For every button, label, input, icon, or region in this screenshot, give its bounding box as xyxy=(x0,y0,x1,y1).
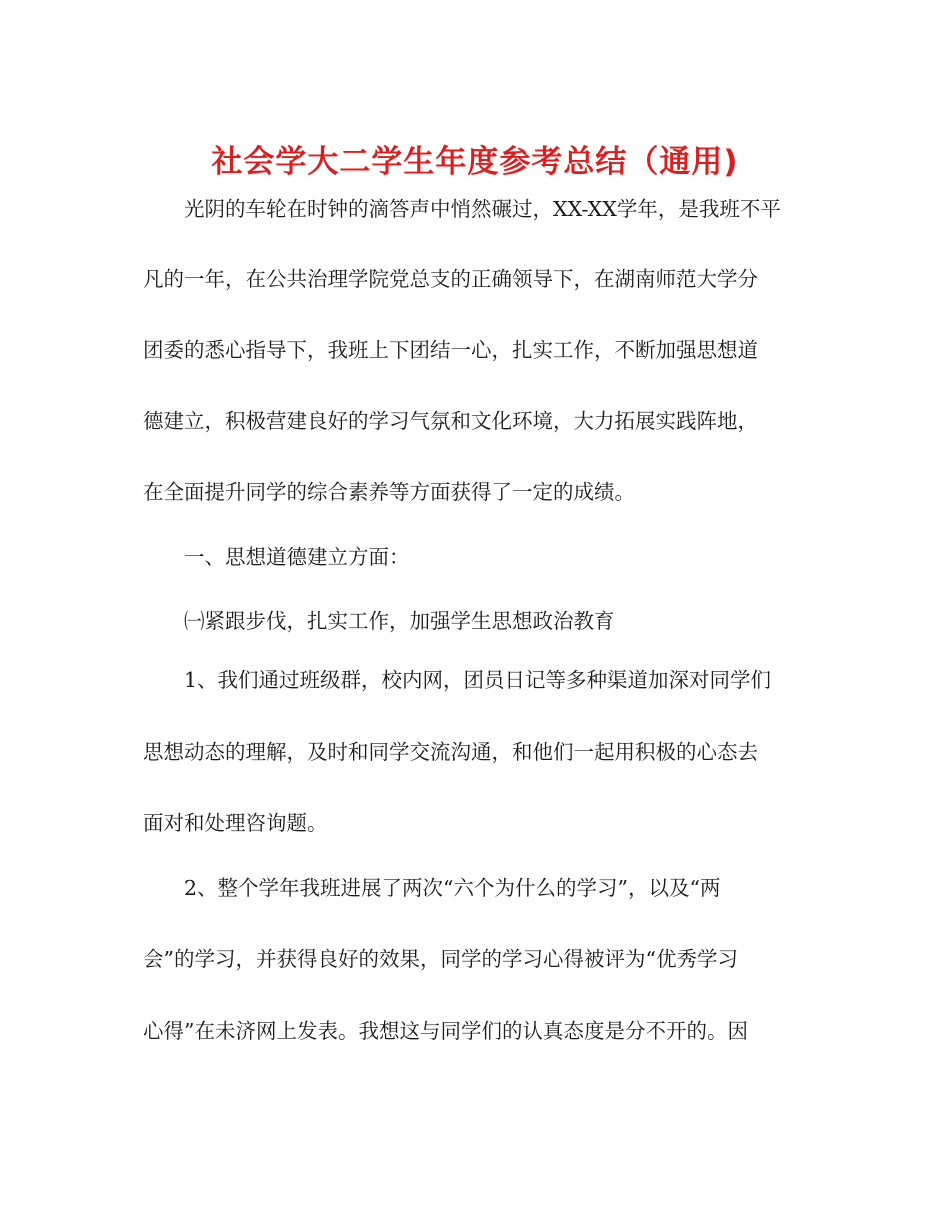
paragraph-line: 面对和处理咨询题。 xyxy=(143,811,328,835)
paragraph-line: 思想动态的理解，及时和同学交流沟通，和他们一起用积极的心态去 xyxy=(143,740,758,764)
paragraph-line: 2、整个学年我班进展了两次“六个为什么的学习”，以及“两 xyxy=(184,876,721,900)
document-title: 社会学大二学生年度参考总结（通用) xyxy=(211,144,739,180)
paragraph-line: 会”的学习，并获得良好的效果，同学的学习心得被评为“优秀学习 xyxy=(143,947,738,971)
paragraph-line: 凡的一年，在公共治理学院党总支的正确领导下，在湖南师范大学分 xyxy=(143,267,758,291)
paragraph-line: 心得”在未济网上发表。我想这与同学们的认真态度是分不开的。因 xyxy=(143,1019,748,1043)
paragraph-line: 在全面提升同学的综合素养等方面获得了一定的成绩。 xyxy=(143,480,635,504)
subsection-heading: ㈠紧跟步伐，扎实工作，加强学生思想政治教育 xyxy=(184,609,615,633)
paragraph-line: 德建立，积极营建良好的学习气氛和文化环境，大力拓展实践阵地， xyxy=(143,409,758,433)
paragraph-line: 光阴的车轮在时钟的滴答声中悄然碾过，XX-XX学年，是我班不平 xyxy=(184,197,781,221)
paragraph-line: 团委的悉心指导下，我班上下团结一心，扎实工作，不断加强思想道 xyxy=(143,338,758,362)
section-heading: 一、思想道德建立方面： xyxy=(184,545,410,569)
paragraph-line: 1、我们通过班级群，校内网，团员日记等多种渠道加深对同学们 xyxy=(184,668,772,692)
